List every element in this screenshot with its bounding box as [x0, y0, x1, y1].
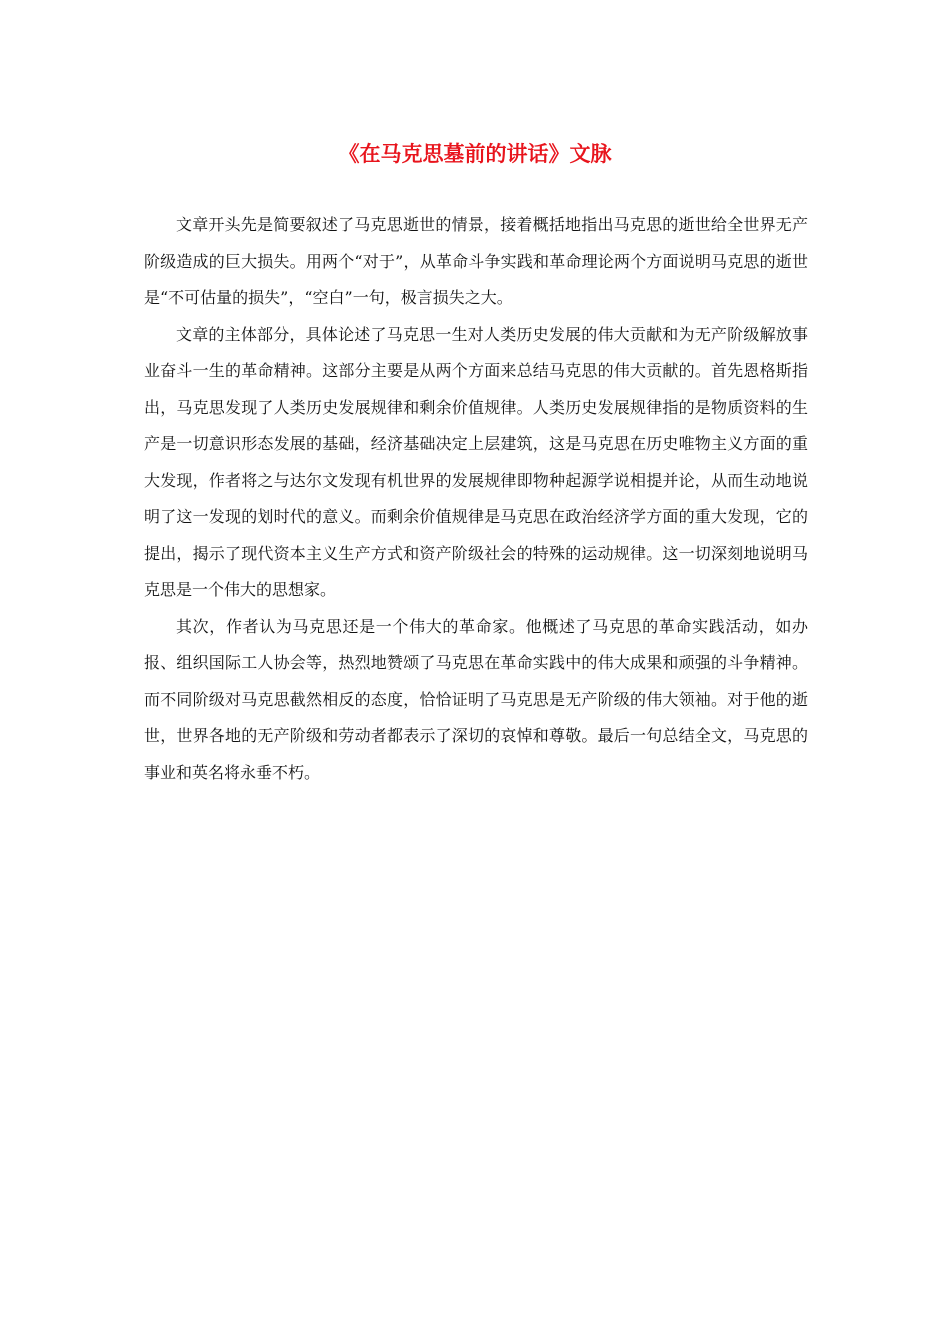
paragraph-conclusion: 其次，作者认为马克思还是一个伟大的革命家。他概述了马克思的革命实践活动，如办报、组织国际工人协会等，热烈地赞颂了马克思在革命实践中的伟大成果和顽强的斗争精神。而不同阶级对马克思截然相反的态度，恰恰证明了马克思是无产阶级的伟大领袖。对于他的逝世，世界各地的无产阶级和劳动者都表示了深切的哀悼和尊敬。最后一句总结全文，马克思的事业和英名将永垂不朽。: [144, 616, 808, 782]
document-body: [144, 207, 808, 791]
paragraph-intro: 文章开头先是简要叙述了马克思逝世的情景，接着概括地指出马克思的逝世给全世界无产阶级造成的巨大损失。用两个“对于”，从革命斗争实践和革命理论两个方面说明马克思的逝世是“不可估量的损失”，“空白”一句，极言损失之大。: [144, 215, 808, 307]
paragraph-main-body: 文章的主体部分，具体论述了马克思一生对人类历史发展的伟大贡献和为无产阶级解放事业奋斗一生的革命精神。这部分主要是从两个方面来总结马克思的伟大贡献的。首先恩格斯指出，马克思发现了人类历史发展规律和剩余价值规律。人类历史发展规律指的是物质资料的生产是一切意识形态发展的基础，经济基础决定上层建筑，这是马克思在历史唯物主义方面的重大发现，作者将之与达尔文发现有机世界的发展规律即物种起源学说相提并论，从而生动地说明了这一发现的划时代的意义。而剩余价值规律是马克思在政治经济学方面的重大发现，它的提出，揭示了现代资本主义生产方式和资产阶级社会的特殊的运动规律。这一切深刻地说明马克思是一个伟大的思想家。: [144, 324, 808, 599]
document-title: 《在马克思墓前的讲话》文脉: [338, 142, 612, 166]
